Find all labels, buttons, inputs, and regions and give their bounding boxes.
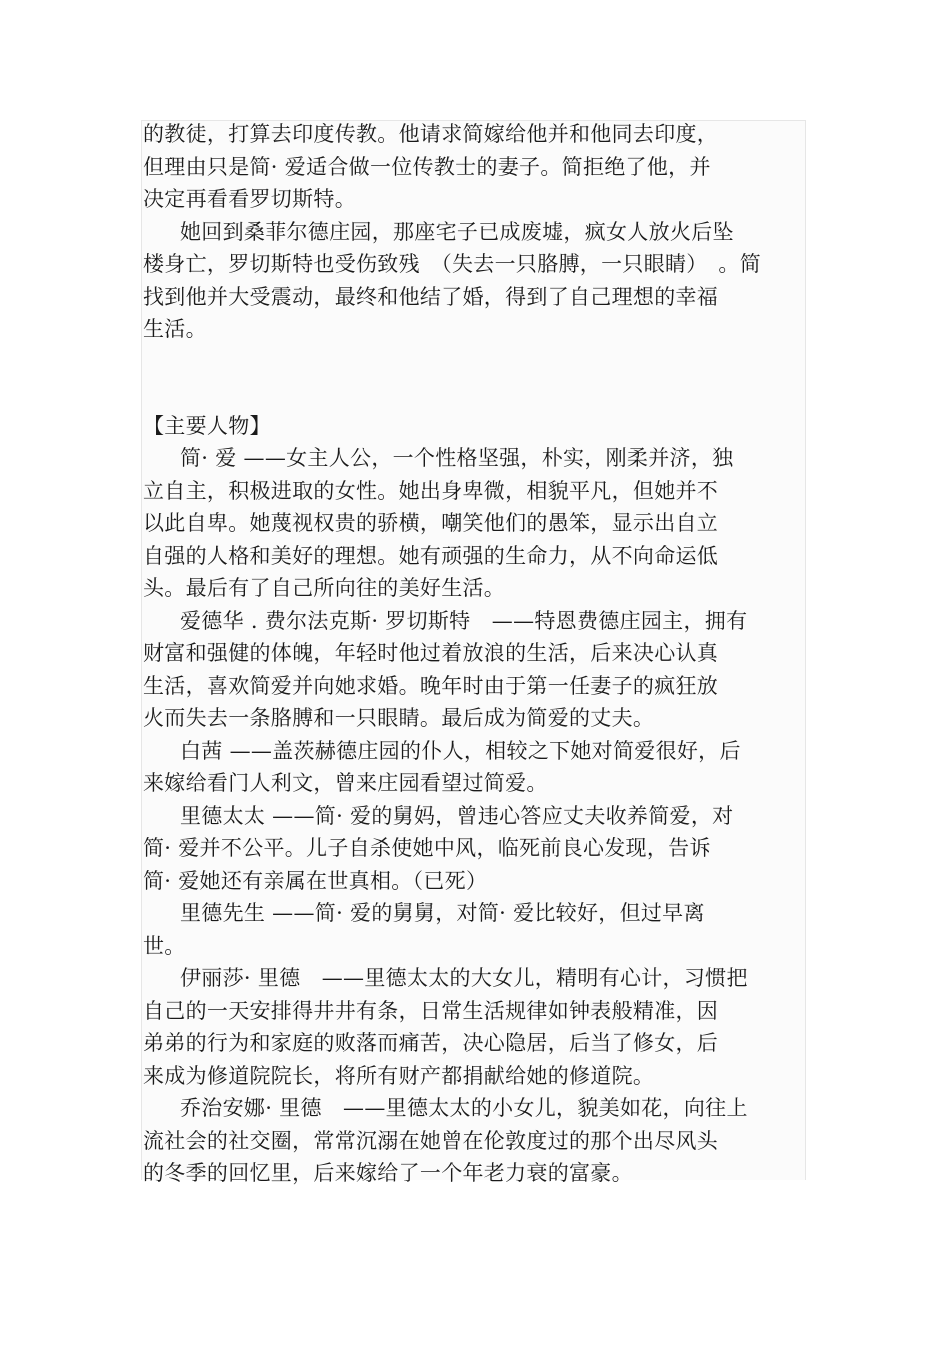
section-heading: 【主要人物】 — [143, 413, 271, 438]
text-line: 自强的人格和美好的理想。她有顽强的生命力，从不向命运低 — [143, 543, 719, 568]
text-line: 的冬季的回忆里，后来嫁给了一个年老力衰的富豪。 — [143, 1161, 633, 1185]
text-line: 楼身亡，罗切斯特也受伤致残 （失去一只胳膊，一只眼睛） 。简 — [143, 252, 761, 276]
text-line: 以此自卑。她蔑视权贵的骄横，嘲笑他们的愚笨，显示出自立 — [143, 511, 719, 535]
summary-paragraph-2 — [143, 216, 803, 346]
text-line: 乔治安娜· 里德 ——里德太太的小女儿，貌美如花，向往上 — [180, 1096, 748, 1120]
text-line: 生活，喜欢简爱并向她求婚。晚年时由于第一任妻子的疯狂放 — [143, 673, 719, 698]
text-line: 简· 爱她还有亲属在世真相。（已死） — [143, 868, 488, 893]
text-line: 弟弟的行为和家庭的败落而痛苦，决心隐居，后当了修女，后 — [143, 1031, 719, 1055]
text-line: 白茜 ——盖茨赫德庄园的仆人，相较之下她对简爱很好，后 — [180, 738, 741, 763]
text-line: 的教徒，打算去印度传教。他请求简嫁给他并和他同去印度， — [143, 122, 719, 146]
character-entry-rochester — [143, 605, 803, 735]
text-line: 世。 — [143, 933, 186, 958]
text-line: 决定再看看罗切斯特。 — [143, 187, 356, 211]
text-line: 来成为修道院院长，将所有财产都捐献给她的修道院。 — [143, 1063, 655, 1088]
text-line: 简· 爱并不公平。儿子自杀使她中风，临死前良心发现，告诉 — [143, 836, 711, 860]
character-entry-mr-reed — [143, 897, 803, 962]
text-line: 里德太太 ——简· 爱的舅妈，曾违心答应丈夫收养简爱，对 — [180, 803, 734, 828]
character-entry-mrs-reed — [143, 800, 803, 898]
text-line: 爱德华 . 费尔法克斯· 罗切斯特 ——特恩费德庄园主，拥有 — [180, 608, 748, 633]
text-line: 自己的一天安排得井井有条，日常生活规律如钟表般精准，因 — [143, 998, 719, 1023]
character-entry-bessie — [143, 735, 803, 800]
text-line: 她回到桑菲尔德庄园，那座宅子已成废墟，疯女人放火后坠 — [180, 219, 734, 244]
character-entry-georgiana-reed — [143, 1092, 803, 1190]
text-line: 头。最后有了自己所向往的美好生活。 — [143, 576, 506, 600]
text-line: 生活。 — [143, 317, 207, 341]
text-line: 简· 爱 ——女主人公，一个性格坚强，朴实，刚柔并济，独 — [180, 446, 734, 470]
text-line: 立自主，积极进取的女性。她出身卑微，相貌平凡，但她并不 — [143, 478, 719, 503]
section-spacer — [143, 346, 803, 410]
text-line: 来嫁给看门人利文，曾来庄园看望过简爱。 — [143, 771, 548, 795]
character-entry-jane-eyre — [143, 442, 803, 605]
text-line: 流社会的社交圈，常常沉溺在她曾在伦敦度过的那个出尽风头 — [143, 1128, 719, 1153]
text-line: 伊丽莎· 里德 ——里德太太的大女儿，精明有心计，习惯把 — [180, 966, 748, 990]
document-body — [143, 118, 803, 1190]
text-line: 财富和强健的体魄，年轻时他过着放浪的生活，后来决心认真 — [143, 641, 719, 665]
character-entry-eliza-reed — [143, 962, 803, 1092]
text-line: 找到他并大受震动，最终和他结了婚，得到了自己理想的幸福 — [143, 284, 719, 309]
text-line: 火而失去一条胳膊和一只眼睛。最后成为简爱的丈夫。 — [143, 706, 655, 730]
text-line: 但理由只是简· 爱适合做一位传教士的妻子。简拒绝了他，并 — [143, 154, 711, 179]
summary-paragraph-1 — [143, 118, 803, 216]
text-line: 里德先生 ——简· 爱的舅舅，对简· 爱比较好，但过早离 — [180, 901, 705, 925]
